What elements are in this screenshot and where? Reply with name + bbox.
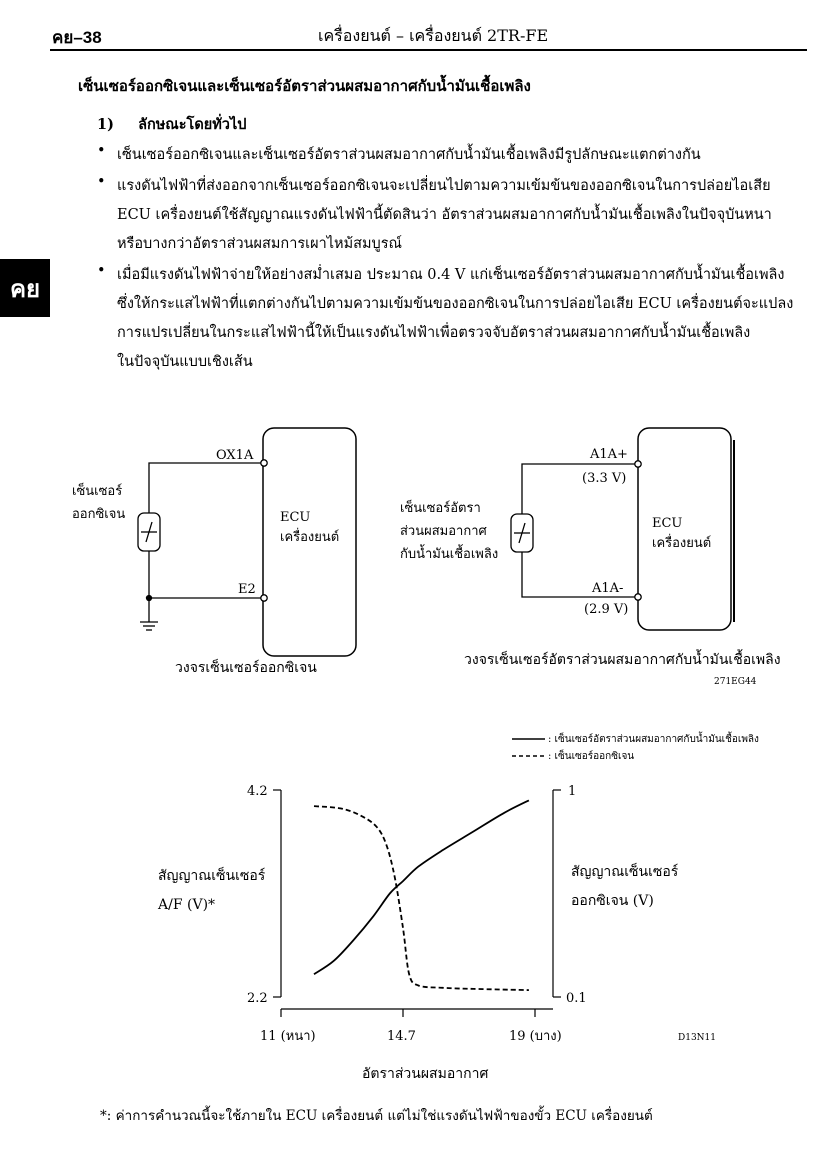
subsection-heading bbox=[97, 113, 246, 136]
o2-sensor-series-line bbox=[314, 806, 529, 990]
x-tick-label: 11 (หนา) bbox=[260, 1029, 316, 1044]
x-axis-label: อัตราส่วนผสมอากาศ bbox=[362, 1066, 489, 1082]
bullet-3-line-3: การแปรเปลี่ยนในกระแสไฟฟ้านี้ให้เป็นแรงดันไฟฟ้าเพื่อตรวจจับอัตราส่วนผสมอากาศกับน้ำมันเชื้อเพลิง bbox=[117, 325, 751, 341]
page-header-title: เครื่องยนต์ – เครื่องยนต์ 2TR-FE bbox=[318, 26, 549, 45]
section-title: เซ็นเซอร์ออกซิเจนและเซ็นเซอร์อัตราส่วนผสมอากาศกับน้ำมันเชื้อเพลิง bbox=[78, 77, 531, 95]
chart-figure-code: D13N11 bbox=[678, 1033, 716, 1043]
bullet-marker: • bbox=[97, 143, 106, 159]
af-circuit-caption: วงจรเซ็นเซอร์อัตราส่วนผสมอากาศกับน้ำมันเชื้อเพลิง bbox=[464, 652, 781, 668]
bullet-2-line-1: แรงดันไฟฟ้าที่ส่งออกจากเซ็นเซอร์ออกซิเจนจะเปลี่ยนไปตามความเข้มข้นของออกซิเจนในการปล่อยไอเสีย bbox=[117, 178, 771, 194]
af-terminal-a1a-minus: A1A- bbox=[592, 581, 624, 596]
af-terminal-a1a-plus-voltage: (3.3 V) bbox=[582, 471, 627, 486]
af-sensor-label: ส่วนผสมอากาศ bbox=[400, 524, 487, 539]
subsection-number: 1) bbox=[97, 116, 114, 133]
af-terminal-a1a-plus: A1A+ bbox=[590, 447, 628, 462]
bullet-3-line-1: เมื่อมีแรงดันไฟฟ้าจ่ายให้อย่างสม่ำเสมอ ประมาณ 0.4 V แก่เซ็นเซอร์อัตราส่วนผสมอากาศกับน้ำมันเชื้อเพลิง bbox=[117, 267, 785, 283]
legend-af-label: : เซ็นเซอร์อัตราส่วนผสมอากาศกับน้ำมันเชื้อเพลิง bbox=[548, 734, 759, 745]
o2-sensor-label: ออกซิเจน bbox=[72, 507, 126, 522]
af-ecu-label: ECU bbox=[652, 516, 683, 531]
bullet-marker: • bbox=[97, 263, 106, 279]
header-rule bbox=[50, 49, 807, 51]
y-left-tick-max: 4.2 bbox=[247, 784, 268, 799]
circuit-figure-code: 271EG44 bbox=[714, 677, 757, 687]
y-right-axis-label: ออกซิเจน (V) bbox=[571, 893, 654, 909]
x-tick-label: 14.7 bbox=[387, 1029, 416, 1044]
o2-terminal-e2: E2 bbox=[238, 582, 256, 597]
bullet-3-line-2: ซึ่งให้กระแสไฟฟ้าที่แตกต่างกันไปตามความเข้มข้นของออกซิเจนในการปล่อยไอเสีย ECU เครื่องยนต์จะแปลง bbox=[117, 296, 794, 312]
bullet-3-line-4: ในปัจจุบันแบบเชิงเส้น bbox=[117, 354, 253, 370]
o2-terminal-ox1a: OX1A bbox=[216, 448, 254, 463]
y-left-axis-label: A/F (V)* bbox=[158, 897, 216, 913]
bullet-marker: • bbox=[97, 174, 106, 190]
legend-o2-label: : เซ็นเซอร์ออกซิเจน bbox=[548, 751, 635, 762]
y-right-tick-max: 1 bbox=[568, 784, 577, 799]
o2-circuit-caption: วงจรเซ็นเซอร์ออกซิเจน bbox=[175, 660, 317, 676]
y-right-axis-label: สัญญาณเซ็นเซอร์ bbox=[571, 864, 679, 880]
page-code: คย–38 bbox=[52, 28, 102, 47]
o2-sensor-label: เซ็นเซอร์ bbox=[72, 484, 123, 499]
chart-legend bbox=[512, 731, 759, 762]
y-left-tick-min: 2.2 bbox=[247, 991, 268, 1006]
chart-axes bbox=[273, 790, 561, 1017]
af-terminal-a1a-minus-voltage: (2.9 V) bbox=[584, 602, 629, 617]
bullet-2-line-2: ECU เครื่องยนต์ใช้สัญญาณแรงดันไฟฟ้านี้ตัดสินว่า อัตราส่วนผสมอากาศกับน้ำมันเชื้อเพลิงในปัจจุบันหนา bbox=[117, 207, 772, 223]
o2-ecu-label: ECU bbox=[280, 510, 311, 525]
af-sensor-series-line bbox=[314, 800, 529, 974]
sensor-output-chart bbox=[0, 720, 839, 1140]
chart-footnote: *: ค่าการคำนวณนี้จะใช้ภายใน ECU เครื่องยนต์ แต่ไม่ใช่แรงดันไฟฟ้าของขั้ว ECU เครื่องยนต์ bbox=[100, 1108, 653, 1124]
y-left-axis-label: สัญญาณเซ็นเซอร์ bbox=[158, 868, 266, 884]
o2-ecu-label: เครื่องยนต์ bbox=[280, 530, 340, 545]
section-side-tab: คย bbox=[0, 259, 50, 317]
bullet-2-line-3: หรือบางกว่าอัตราส่วนผสมการเผาไหม้สมบูรณ์ bbox=[117, 236, 402, 252]
y-right-tick-min: 0.1 bbox=[566, 991, 587, 1006]
subsection-title: ลักษณะโดยทั่วไป bbox=[138, 116, 247, 133]
x-tick-label: 19 (บาง) bbox=[509, 1029, 562, 1044]
af-sensor-label: เซ็นเซอร์อัตรา bbox=[400, 501, 481, 516]
af-sensor-label: กับน้ำมันเชื้อเพลิง bbox=[400, 547, 499, 562]
bullet-1-line-1: เซ็นเซอร์ออกซิเจนและเซ็นเซอร์อัตราส่วนผสมอากาศกับน้ำมันเชื้อเพลิงมีรูปลักษณะแตกต่างกัน bbox=[117, 147, 701, 163]
circuit-diagrams bbox=[0, 410, 839, 710]
af-ecu-label: เครื่องยนต์ bbox=[652, 536, 712, 551]
